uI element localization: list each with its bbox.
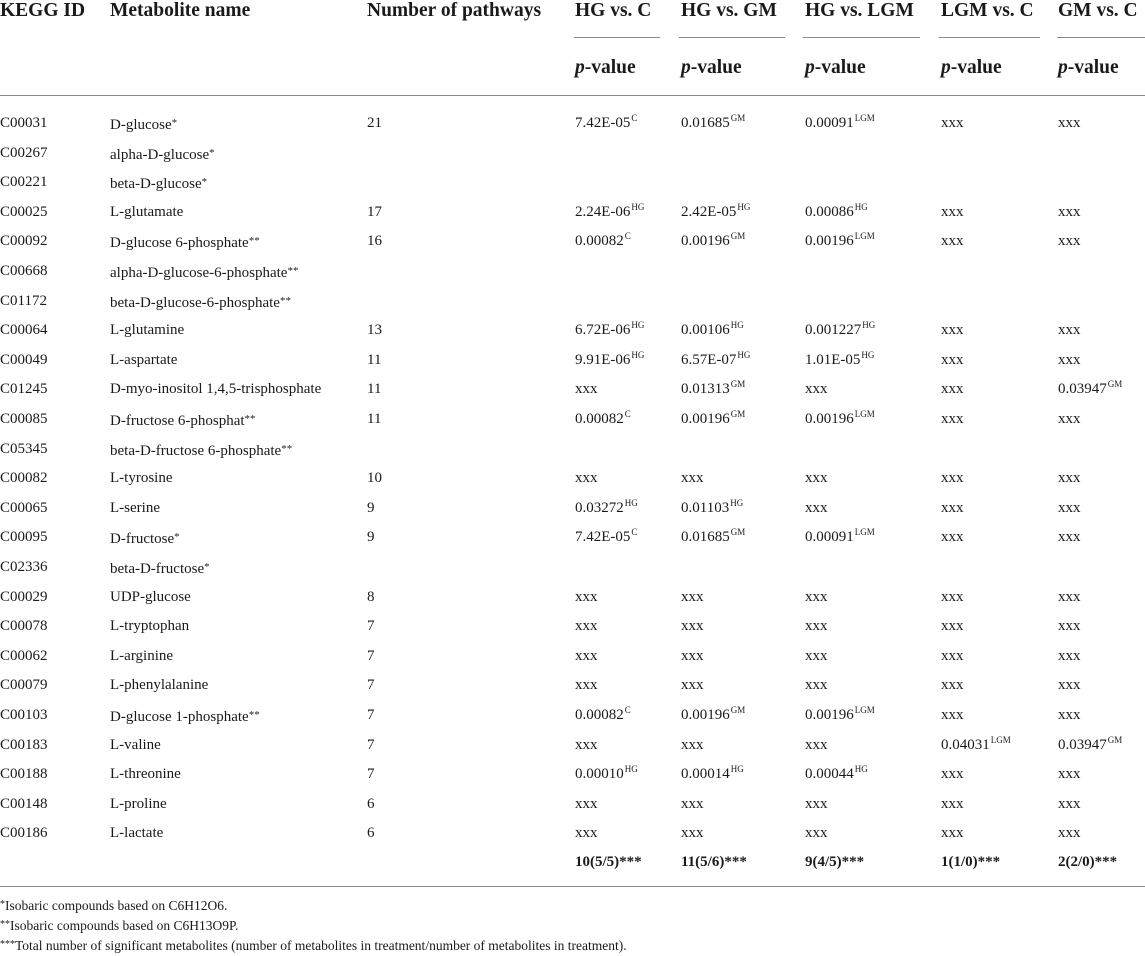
gm-vs-c-cell: xxx — [1058, 618, 1081, 635]
kegg-id-cell: C00078 — [0, 618, 48, 635]
metabolite-name-cell: L-lactate — [110, 825, 164, 842]
header-hg-vs-gm: HG vs. GM — [681, 0, 777, 21]
hg-vs-lgm-cell: $0.00086^{HG}$ — [805, 201, 868, 220]
lgm-vs-c-cell: xxx — [941, 766, 964, 783]
hg-vs-c-cell: $0.00082^C$ — [575, 409, 631, 427]
lgm-vs-c-cell: xxx — [941, 499, 964, 516]
metabolite-name-cell: D-fructose 6-phosphat** — [110, 413, 256, 429]
lgm-vs-c-cell: xxx — [941, 351, 964, 368]
lgm-vs-c-cell: $0.04031^{LGM}$ — [941, 734, 1011, 753]
hg-vs-gm-cell: xxx — [681, 677, 704, 694]
metabolite-name-cell: L-tryptophan — [110, 618, 190, 635]
kegg-id-cell: C00188 — [0, 766, 48, 783]
kegg-id-cell: C00065 — [0, 499, 48, 516]
pathways-count-cell: 9 — [367, 529, 375, 546]
kegg-id-cell: C00221 — [0, 174, 48, 191]
gm-vs-c-cell: xxx — [1058, 677, 1081, 694]
table-row — [0, 735, 1145, 765]
gm-vs-c-cell: xxx — [1058, 115, 1081, 131]
kegg-id-cell: C00029 — [0, 588, 48, 605]
hg-vs-c-cell: $0.03272^{HG}$ — [575, 497, 638, 516]
hg-vs-c-cell: xxx — [575, 381, 598, 398]
hg-vs-c-cell: $9.91E-06^{HG}$ — [575, 349, 645, 368]
hg-vs-c-cell: xxx — [575, 470, 598, 487]
header-lgm-vs-c: LGM vs. C — [941, 0, 1034, 21]
table-row — [0, 261, 1145, 291]
pathways-count-cell: 11 — [367, 381, 382, 398]
gm-vs-c-cell: $0.03947^{GM}$ — [1058, 379, 1123, 398]
gm-vs-c-cell: xxx — [1058, 795, 1081, 812]
pathways-count-cell: 9 — [367, 499, 375, 516]
pvalue-label: p-value — [1058, 57, 1119, 78]
hg-vs-lgm-cell: $0.00196^{LGM}$ — [805, 705, 875, 723]
table-row — [0, 764, 1145, 794]
table-row — [0, 379, 1145, 409]
pathways-count-cell: 11 — [367, 411, 382, 427]
hg-vs-gm-cell: xxx — [681, 736, 704, 753]
kegg-id-cell: C00148 — [0, 795, 48, 812]
hg-vs-c-cell: xxx — [575, 736, 598, 753]
pathways-count-cell: 21 — [367, 115, 382, 131]
lgm-vs-c-cell: xxx — [941, 411, 964, 427]
hg-vs-lgm-cell: xxx — [805, 381, 828, 398]
gm-vs-c-cell: xxx — [1058, 322, 1081, 339]
hg-vs-gm-cell: xxx — [681, 647, 704, 664]
header-gm-vs-c: GM vs. C — [1058, 0, 1138, 21]
header-kegg-id: KEGG ID — [0, 0, 86, 21]
hg-vs-lgm-cell: xxx — [805, 736, 828, 753]
hg-vs-gm-cell: $0.01685^{GM}$ — [681, 527, 746, 546]
hg-vs-lgm-cell: $0.00196^{LGM}$ — [805, 409, 875, 427]
kegg-id-cell: C00668 — [0, 263, 48, 279]
table-row — [0, 823, 1145, 853]
table-row — [0, 231, 1145, 261]
metabolite-name-cell: D-glucose 1-phosphate** — [110, 709, 260, 725]
metabolite-name-cell: UDP-glucose — [110, 588, 191, 605]
header-hg-vs-c: HG vs. C — [575, 0, 652, 21]
metabolite-name-cell: L-arginine — [110, 647, 174, 664]
table-row — [0, 498, 1145, 528]
hg-vs-c-cell: $0.00010^{HG}$ — [575, 764, 638, 783]
header-number-of-pathways: Number of pathways — [367, 0, 542, 21]
lgm-vs-c-cell: xxx — [941, 203, 964, 220]
header-hg-vs-lgm: HG vs. LGM — [805, 0, 914, 21]
gm-vs-c-cell: xxx — [1058, 647, 1081, 664]
metabolite-name-cell: L-proline — [110, 795, 167, 812]
header-underline — [803, 37, 920, 38]
kegg-id-cell: C00025 — [0, 203, 48, 220]
metabolite-name-cell: alpha-D-glucose-6-phosphate** — [110, 265, 299, 281]
lgm-vs-c-cell: xxx — [941, 115, 964, 131]
gm-vs-c-cell: $0.03947^{GM}$ — [1058, 734, 1123, 753]
hg-vs-c-cell: xxx — [575, 588, 598, 605]
pathways-count-cell: 6 — [367, 795, 375, 812]
hg-vs-lgm-cell: $0.00091^{LGM}$ — [805, 113, 875, 131]
hg-vs-gm-cell: xxx — [681, 470, 704, 487]
kegg-id-cell: C00082 — [0, 470, 48, 487]
hg-vs-lgm-cell: $0.00196^{LGM}$ — [805, 231, 875, 250]
kegg-id-cell: C00183 — [0, 736, 48, 753]
lgm-vs-c-cell: xxx — [941, 322, 964, 339]
table-row — [0, 616, 1145, 646]
hg-vs-c-cell: xxx — [575, 825, 598, 842]
metabolite-name-cell: beta-D-glucose-6-phosphate** — [110, 294, 291, 311]
pathways-count-cell: 7 — [367, 647, 375, 664]
kegg-id-cell: C00085 — [0, 411, 48, 427]
gm-vs-c-cell: xxx — [1058, 766, 1081, 783]
metabolite-name-cell: D-myo-inositol 1,4,5-trisphosphate — [110, 381, 322, 398]
hg-vs-lgm-cell: $0.00044^{HG}$ — [805, 764, 868, 783]
metabolite-name-cell: L-valine — [110, 736, 161, 753]
pathways-count-cell: 11 — [367, 351, 382, 368]
pathways-count-cell: 7 — [367, 766, 375, 783]
table-row — [0, 646, 1145, 676]
table-row — [0, 557, 1145, 587]
header-underline — [574, 37, 660, 38]
kegg-id-cell: C00186 — [0, 825, 48, 842]
kegg-id-cell: C00079 — [0, 677, 48, 694]
metabolite-name-cell: beta-D-fructose* — [110, 561, 210, 577]
metabolite-name-cell: L-aspartate — [110, 351, 178, 368]
gm-vs-c-cell: xxx — [1058, 825, 1081, 842]
kegg-id-cell: C00092 — [0, 233, 48, 250]
total-hg-vs-c: 10(5/5)*** — [575, 854, 642, 870]
gm-vs-c-cell: xxx — [1058, 707, 1081, 723]
table-row — [0, 202, 1145, 232]
hg-vs-lgm-cell: $0.00091^{LGM}$ — [805, 527, 875, 546]
table-row — [0, 587, 1145, 617]
table-row — [0, 113, 1145, 143]
lgm-vs-c-cell: xxx — [941, 233, 964, 250]
gm-vs-c-cell: xxx — [1058, 351, 1081, 368]
gm-vs-c-cell: xxx — [1058, 470, 1081, 487]
pvalue-label: p-value — [941, 57, 1002, 78]
kegg-id-cell: C02336 — [0, 559, 48, 575]
hg-vs-gm-cell: xxx — [681, 795, 704, 812]
table-row — [0, 409, 1145, 439]
metabolite-name-cell: D-fructose* — [110, 531, 180, 548]
kegg-id-cell: C00267 — [0, 144, 48, 161]
hg-vs-gm-cell: $0.00014^{HG}$ — [681, 764, 744, 783]
pathways-count-cell: 17 — [367, 203, 382, 220]
pathways-count-cell: 7 — [367, 618, 375, 635]
hg-vs-c-cell: $0.00082^C$ — [575, 705, 631, 723]
hg-vs-gm-cell: $0.00196^{GM}$ — [681, 231, 746, 250]
hg-vs-gm-cell: $0.01685^{GM}$ — [681, 113, 746, 131]
lgm-vs-c-cell: xxx — [941, 381, 964, 398]
table-row — [0, 320, 1145, 350]
lgm-vs-c-cell: xxx — [941, 647, 964, 664]
metabolite-name-cell: beta-D-fructose 6-phosphate** — [110, 442, 293, 459]
lgm-vs-c-cell: xxx — [941, 588, 964, 605]
total-hg-vs-gm: 11(5/6)*** — [681, 854, 747, 870]
pathways-count-cell: 6 — [367, 825, 375, 842]
kegg-id-cell: C00103 — [0, 707, 48, 723]
kegg-id-cell: C00064 — [0, 322, 48, 339]
pathways-count-cell: 16 — [367, 233, 382, 250]
header-metabolite-name: Metabolite name — [110, 0, 251, 21]
hg-vs-lgm-cell: xxx — [805, 618, 828, 635]
total-hg-vs-lgm: 9(4/5)*** — [805, 854, 865, 870]
kegg-id-cell: C05345 — [0, 440, 48, 457]
lgm-vs-c-cell: xxx — [941, 618, 964, 635]
hg-vs-gm-cell: xxx — [681, 588, 704, 605]
pathways-count-cell: 8 — [367, 588, 375, 605]
hg-vs-c-cell: $7.42E-05^C$ — [575, 527, 638, 546]
footnote-1: *Isobaric compounds based on C6H12O6. — [0, 898, 228, 913]
lgm-vs-c-cell: xxx — [941, 795, 964, 812]
table-row — [0, 291, 1145, 321]
kegg-id-cell: C00095 — [0, 529, 48, 546]
lgm-vs-c-cell: xxx — [941, 470, 964, 487]
lgm-vs-c-cell: xxx — [941, 825, 964, 842]
header-underline — [1057, 37, 1145, 38]
footnote-3: ***Total number of significant metabolites (number of metabolites in treatment/number of metabolites in treatment). — [0, 938, 627, 953]
kegg-id-cell: C01245 — [0, 381, 48, 398]
pvalue-label: p-value — [805, 57, 866, 78]
footnote-2: **Isobaric compounds based on C6H13O9P. — [0, 918, 239, 933]
metabolite-name-cell: D-glucose* — [110, 117, 178, 133]
metabolite-name-cell: D-glucose 6-phosphate** — [110, 235, 260, 252]
hg-vs-c-cell: xxx — [575, 795, 598, 812]
kegg-id-cell: C00062 — [0, 647, 48, 664]
gm-vs-c-cell: xxx — [1058, 529, 1081, 546]
table-row — [0, 439, 1145, 469]
metabolite-name-cell: L-glutamate — [110, 203, 184, 220]
pathways-count-cell: 7 — [367, 736, 375, 753]
table-row — [0, 172, 1145, 202]
hg-vs-c-cell: $6.72E-06^{HG}$ — [575, 320, 645, 339]
metabolite-name-cell: L-phenylalanine — [110, 677, 209, 694]
hg-vs-gm-cell: $2.42E-05^{HG}$ — [681, 201, 751, 220]
table-bottom-rule — [0, 886, 1145, 887]
kegg-id-cell: C00049 — [0, 351, 48, 368]
lgm-vs-c-cell: xxx — [941, 529, 964, 546]
gm-vs-c-cell: xxx — [1058, 203, 1081, 220]
hg-vs-gm-cell: $0.00196^{GM}$ — [681, 705, 746, 723]
table-row — [0, 527, 1145, 557]
hg-vs-lgm-cell: xxx — [805, 470, 828, 487]
hg-vs-gm-cell: $0.00106^{HG}$ — [681, 320, 744, 339]
totals-row — [0, 852, 1145, 882]
table-row — [0, 675, 1145, 705]
metabolite-name-cell: L-tyrosine — [110, 470, 173, 487]
hg-vs-lgm-cell: $0.001227^{HG}$ — [805, 320, 876, 339]
header-underline — [939, 37, 1040, 38]
hg-vs-lgm-cell: xxx — [805, 499, 828, 516]
pvalue-label: p-value — [575, 57, 636, 78]
hg-vs-gm-cell: $0.00196^{GM}$ — [681, 409, 746, 427]
lgm-vs-c-cell: xxx — [941, 707, 964, 723]
gm-vs-c-cell: xxx — [1058, 499, 1081, 516]
hg-vs-lgm-cell: xxx — [805, 647, 828, 664]
total-lgm-vs-c: 1(1/0)*** — [941, 854, 1001, 870]
hg-vs-gm-cell: $0.01313^{GM}$ — [681, 379, 746, 398]
metabolite-name-cell: alpha-D-glucose* — [110, 146, 215, 163]
hg-vs-c-cell: $2.24E-06^{HG}$ — [575, 201, 645, 220]
pvalue-label: p-value — [681, 57, 742, 78]
metabolite-name-cell: L-threonine — [110, 766, 181, 783]
pathways-count-cell: 7 — [367, 707, 375, 723]
pathways-count-cell: 7 — [367, 677, 375, 694]
hg-vs-c-cell: $7.42E-05^C$ — [575, 113, 638, 131]
header-bottom-rule — [0, 95, 1145, 96]
hg-vs-lgm-cell: xxx — [805, 588, 828, 605]
gm-vs-c-cell: xxx — [1058, 588, 1081, 605]
gm-vs-c-cell: xxx — [1058, 233, 1081, 250]
metabolite-name-cell: beta-D-glucose* — [110, 176, 208, 193]
table-row — [0, 143, 1145, 173]
pathways-count-cell: 10 — [367, 470, 382, 487]
hg-vs-lgm-cell: xxx — [805, 825, 828, 842]
metabolite-name-cell: L-glutamine — [110, 322, 185, 339]
kegg-id-cell: C00031 — [0, 115, 48, 131]
total-gm-vs-c: 2(2/0)*** — [1058, 854, 1118, 870]
kegg-id-cell: C01172 — [0, 292, 47, 309]
header-underline — [679, 37, 785, 38]
hg-vs-c-cell: xxx — [575, 677, 598, 694]
hg-vs-gm-cell: xxx — [681, 825, 704, 842]
metabolite-name-cell: L-serine — [110, 499, 160, 516]
hg-vs-gm-cell: xxx — [681, 618, 704, 635]
hg-vs-gm-cell: $0.01103^{HG}$ — [681, 497, 744, 516]
hg-vs-c-cell: $0.00082^C$ — [575, 231, 631, 250]
hg-vs-c-cell: xxx — [575, 647, 598, 664]
gm-vs-c-cell: xxx — [1058, 411, 1081, 427]
hg-vs-lgm-cell: xxx — [805, 677, 828, 694]
table-row — [0, 350, 1145, 380]
pathways-count-cell: 13 — [367, 322, 382, 339]
hg-vs-lgm-cell: xxx — [805, 795, 828, 812]
lgm-vs-c-cell: xxx — [941, 677, 964, 694]
table-row — [0, 794, 1145, 824]
hg-vs-gm-cell: $6.57E-07^{HG}$ — [681, 349, 751, 368]
table-row — [0, 705, 1145, 735]
hg-vs-lgm-cell: $1.01E-05^{HG}$ — [805, 349, 875, 368]
hg-vs-c-cell: xxx — [575, 618, 598, 635]
table-row — [0, 468, 1145, 498]
